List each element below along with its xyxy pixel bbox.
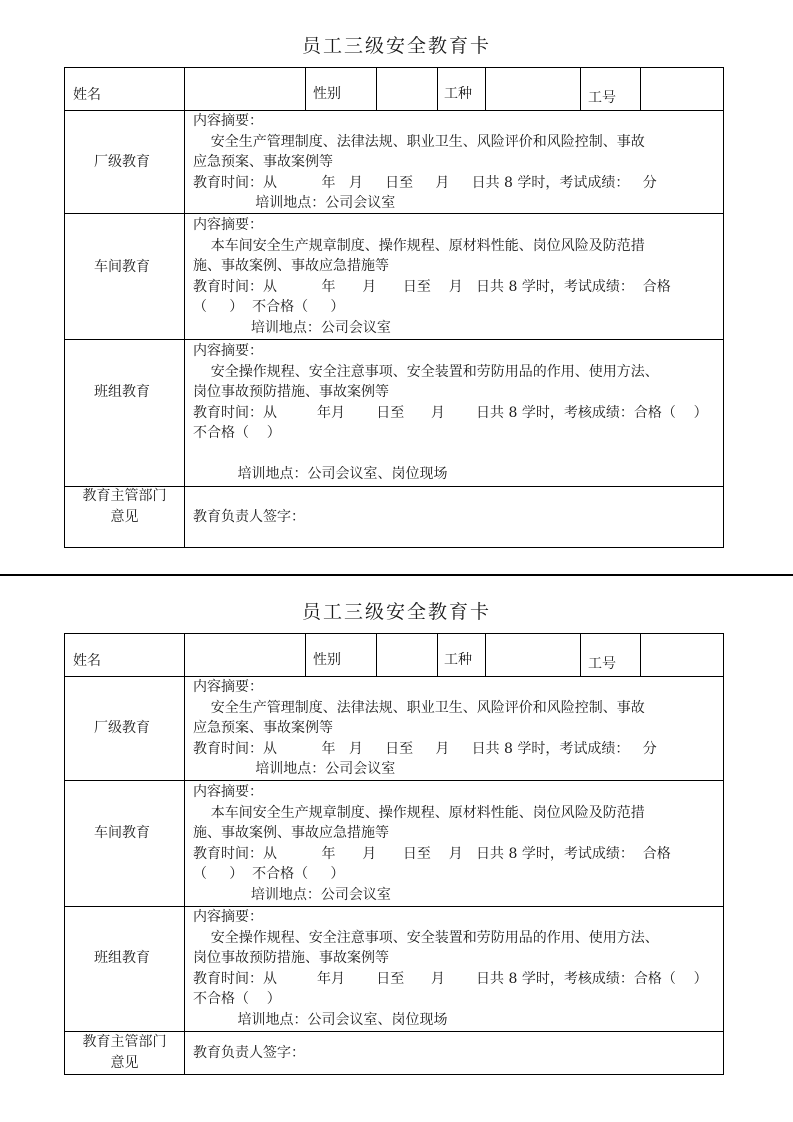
name-label: 姓名 [73, 87, 101, 103]
col-divider [485, 68, 486, 110]
team-time-line: 教育时间：从 年月 日至 月 日共 8 学时，考核成绩：合格（ ） [193, 970, 708, 987]
workshop-education-label: 车间教育 [94, 825, 150, 841]
col-divider [305, 634, 306, 676]
education-table [64, 67, 724, 548]
gender-label: 性别 [313, 652, 341, 668]
col-divider [580, 68, 581, 110]
responsible-signature-label: 教育负责人签字： [193, 1045, 305, 1061]
factory-location: 培训地点：公司会议室 [193, 195, 396, 211]
workshop-pass-fail: （ ） 不合格（ ） [193, 299, 345, 315]
factory-summary-line: 安全生产管理制度、法律法规、职业卫生、风险评价和风险控制、事故 [193, 133, 645, 150]
team-summary-heading: 内容摘要： [193, 343, 263, 359]
col-divider [640, 634, 641, 676]
row-divider [65, 339, 723, 340]
name-label: 姓名 [73, 653, 101, 669]
factory-summary-line: 应急预案、事故案例等 [193, 154, 333, 170]
factory-summary-line: 应急预案、事故案例等 [193, 720, 333, 736]
page-divider [0, 574, 793, 576]
team-summary-line: 安全操作规程、安全注意事项、安全装置和劳防用品的作用、使用方法、 [193, 363, 659, 380]
col-divider [485, 634, 486, 676]
col-divider [305, 68, 306, 110]
col-divider [640, 68, 641, 110]
team-summary-line: 安全操作规程、安全注意事项、安全装置和劳防用品的作用、使用方法、 [193, 929, 659, 946]
employee-id-label: 工号 [588, 656, 616, 672]
col-divider [184, 68, 185, 547]
factory-summary-line: 安全生产管理制度、法律法规、职业卫生、风险评价和风险控制、事故 [193, 699, 645, 716]
col-divider [376, 68, 377, 110]
dept-opinion-label [65, 486, 184, 527]
workshop-location: 培训地点：公司会议室 [193, 887, 391, 903]
workshop-summary-line: 施、事故案例、事故应急措施等 [193, 825, 389, 841]
dept-label-line: 教育主管部门 [82, 1034, 167, 1050]
team-pass-fail: 不合格（ ） [193, 991, 281, 1007]
card-title: 员工三级安全教育卡 [301, 601, 491, 623]
team-education-label: 班组教育 [94, 384, 150, 400]
team-summary-line: 岗位事故预防措施、事故案例等 [193, 950, 389, 966]
workshop-summary-line: 本车间安全生产规章制度、操作规程、原材料性能、岗位风险及防范措 [193, 804, 645, 821]
workshop-location: 培训地点：公司会议室 [193, 320, 391, 336]
dept-label-line: 意见 [110, 1054, 139, 1071]
team-time-line: 教育时间：从 年月 日至 月 日共 8 学时，考核成绩：合格（ ） [193, 404, 708, 421]
workshop-summary-heading: 内容摘要： [193, 217, 263, 233]
card-title: 员工三级安全教育卡 [301, 35, 491, 57]
row-divider [65, 906, 723, 907]
workshop-education-label: 车间教育 [94, 259, 150, 275]
workshop-pass-fail: （ ） 不合格（ ） [193, 866, 345, 882]
row-divider [65, 676, 723, 677]
responsible-signature-label: 教育负责人签字： [193, 509, 305, 525]
job-type-label: 工种 [444, 86, 472, 102]
team-summary-heading: 内容摘要： [193, 909, 263, 925]
col-divider [184, 634, 185, 1074]
factory-education-label: 厂级教育 [94, 154, 150, 170]
factory-summary-heading: 内容摘要： [193, 679, 263, 695]
workshop-summary-line: 本车间安全生产规章制度、操作规程、原材料性能、岗位风险及防范措 [193, 237, 645, 254]
gender-label: 性别 [313, 86, 341, 102]
team-pass-fail: 不合格（ ） [193, 425, 281, 441]
dept-opinion-label [65, 1032, 184, 1073]
col-divider [437, 634, 438, 676]
factory-summary-heading: 内容摘要： [193, 113, 263, 129]
workshop-summary-heading: 内容摘要： [193, 784, 263, 800]
col-divider [437, 68, 438, 110]
employee-id-label: 工号 [588, 90, 616, 106]
dept-label-line: 意见 [110, 508, 139, 525]
team-location: 培训地点：公司会议室、岗位现场 [193, 466, 448, 482]
education-table [64, 633, 724, 1075]
col-divider [580, 634, 581, 676]
workshop-time-line: 教育时间：从 年 月 日至 月 日共 8 学时，考试成绩： 合格 [193, 278, 671, 295]
workshop-time-line: 教育时间：从 年 月 日至 月 日共 8 学时，考试成绩： 合格 [193, 845, 671, 862]
factory-location: 培训地点：公司会议室 [193, 761, 396, 777]
factory-education-label: 厂级教育 [94, 720, 150, 736]
team-education-label: 班组教育 [94, 950, 150, 966]
workshop-summary-line: 施、事故案例、事故应急措施等 [193, 258, 389, 274]
row-divider [65, 780, 723, 781]
job-type-label: 工种 [444, 652, 472, 668]
factory-time-line: 教育时间：从 年 月 日至 月 日共 8 学时，考试成绩： 分 [193, 174, 657, 191]
dept-label-line: 教育主管部门 [82, 488, 167, 504]
team-summary-line: 岗位事故预防措施、事故案例等 [193, 384, 389, 400]
col-divider [376, 634, 377, 676]
team-location: 培训地点：公司会议室、岗位现场 [193, 1012, 448, 1028]
factory-time-line: 教育时间：从 年 月 日至 月 日共 8 学时，考试成绩： 分 [193, 740, 657, 757]
row-divider [65, 110, 723, 111]
